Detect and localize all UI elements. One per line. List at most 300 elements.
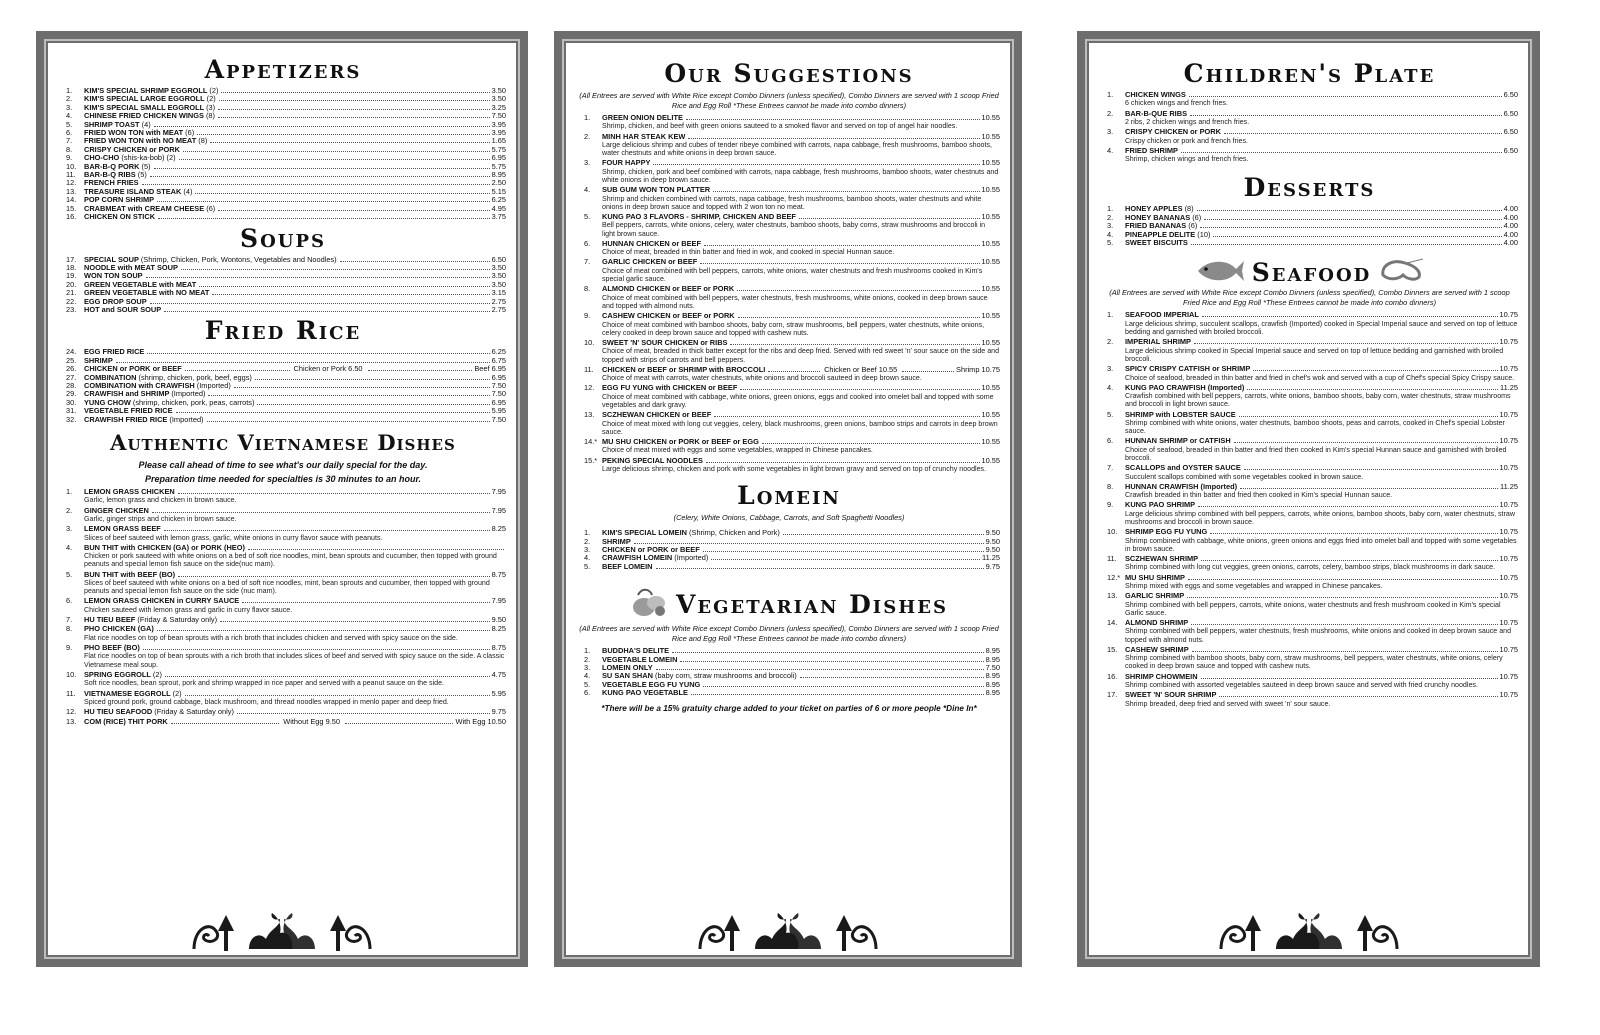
leader-dots [1253,370,1497,371]
item-row [602,258,1000,266]
item-price: 10.55 [981,131,1000,141]
item-price: 11.25 [1500,481,1518,491]
item-price: 4.00 [1503,204,1518,214]
vietnamese-note-2: Preparation time needed for specialties is 30 minutes to an hour. [144,474,422,484]
item-name [84,718,168,726]
item-name-text: KUNG PAO SHRIMP [1125,500,1196,510]
leader-dots [146,277,490,278]
item-name-text: YUNG CHOW [84,397,131,407]
item-number: 12. [66,707,77,717]
item-row [1125,619,1518,627]
item-price: 3.25 [491,102,506,112]
leader-dots [257,404,489,405]
item-number: 6. [66,596,73,606]
item-option-price: Chicken or Pork 6.50 [293,364,363,374]
item-price: 8.75 [491,569,506,579]
item-row [84,571,506,579]
item-price: 3.50 [491,271,506,281]
menu-item [578,114,1000,131]
item-price: 10.75 [1499,500,1518,510]
item-name [1125,528,1207,536]
item-row [84,348,506,356]
item-number: 5. [1107,409,1114,419]
item-number: 3. [1107,127,1114,137]
item-detail: (2) [152,669,162,679]
item-description: Shrimp combined with bamboo shoots, baby corn, straw mushrooms, bell peppers, water chestnuts, white onions, celery cooked in deep brown sauce and topped with cashew nuts. [1125,654,1503,671]
item-description: Flat rice noodles on top of bean sprouts with a rich broth that includes slices of beef and served with spicy sauce on the side. A classic Vietnamese meal soup. [84,652,505,669]
leader-dots [154,168,490,169]
item-description: Choice of meat, breaded in thick batter except for the ribs and deep fried. Served with red sweet 'n' sour sauce on the side and topped with strips of carrots and bell peppers. [602,347,1000,364]
menu-item [578,240,1000,257]
swan-ornament [1085,909,1532,953]
item-name-text: HUNNAN SHRIMP or CATFISH [1125,436,1231,446]
leader-dots [179,159,490,160]
item-detail: (8) [205,111,216,121]
item-detail: (shis-ka-bob) (2) [121,153,176,163]
item-name-text: CRISPY CHICKEN or PORK [84,144,180,154]
item-detail: (4) [183,186,193,196]
leader-dots [653,164,979,165]
leader-dots [212,294,489,295]
item-detail: (2) [172,688,182,698]
item-number: 4. [66,542,73,552]
item-name [1125,646,1189,654]
item-name [84,571,175,579]
item-name-text: BAR-B-Q RIBS [84,170,136,180]
item-price: With Egg 10.50 [455,716,506,726]
item-description: Succulent scallops combined with some vegetables cooked in brown sauce. [1125,472,1364,481]
item-price: 5.75 [491,161,506,171]
item-row [602,656,1000,664]
menu-item [578,411,1000,436]
item-description: Large delicious shrimp combined with bell peppers, carrots, white onions, bamboo shoots, baby corn, water chestnuts, straw mushrooms and broccoli in brown sauce. [1125,509,1515,526]
leader-dots [176,412,490,413]
item-description: Large delicious shrimp cooked in Special Imperial sauce and served on top of lettuce bedding and garnished with broiled broccoli. [1125,346,1504,363]
item-name-text: BUDDHA'S DELITE [602,646,670,656]
leader-dots [340,261,490,262]
menu-item [578,339,1000,364]
item-price: 5.95 [491,406,506,416]
item-description: Garlic, lemon grass and chicken in brown sauce. [84,496,237,505]
item-name [1125,673,1198,681]
item-name-text: FOUR HAPPY [602,158,651,168]
item-name-text: CRAWFISH and SHRIMP [84,389,170,399]
item-number: 4. [66,111,73,121]
item-number: 8. [66,624,73,634]
item-name [84,708,234,716]
item-name-text: GINGER CHICKEN [84,505,149,515]
item-description: Choice of meat combined with bamboo shoots, baby corn, straw mushrooms, bell peppers, water chestnuts, white onions, celery cooked in deep brown sauce and topped with cashew nuts. [602,320,985,337]
item-price: 10.75 [1499,310,1518,320]
item-description: Shrimp combined with cabbage, white onions, green onions and eggs fried into omelet ball and topped with some vegetables in brown sauce. [1125,536,1517,553]
item-name [602,213,796,221]
item-row [1125,147,1518,155]
item-name [602,366,765,374]
item-row [602,213,1000,221]
item-number: 15. [1107,644,1118,654]
vietnamese-heading: Authentic Vietnamese Dishes [110,430,456,455]
menu-item [60,718,506,726]
item-price: 7.50 [985,663,1000,673]
item-row [602,312,1000,320]
menu-item [60,213,506,221]
item-name-text: CRABMEAT with CREAM CHEESE [84,203,205,213]
appetizers-heading: Appetizers [204,55,362,84]
lomein-note: (Celery, White Onions, Cabbage, Carrots, and Soft Spaghetti Noodles) [673,513,905,523]
item-name-text: BAR-B-QUE RIBS [1125,108,1187,118]
item-detail: (2) [209,86,219,95]
item-number: 15. [66,203,77,213]
item-detail: (baby corn, straw mushrooms and broccoli) [654,671,797,681]
leader-dots [656,669,984,670]
menu-item [1101,483,1518,500]
item-name-text: VEGETABLE EGG FU YUNG [602,679,701,689]
leader-dots [185,370,290,371]
item-name-text: ALMOND CHICKEN or BEEF or PORK [602,284,735,294]
item-price: 9.50 [985,544,1000,554]
item-row [602,554,1000,562]
item-price: 10.55 [981,311,1000,321]
item-name-text: CHICKEN ON STICK [84,212,156,222]
item-name-text: SHRIMP [602,536,631,546]
item-name [1125,110,1187,118]
item-number: 8. [1107,481,1114,491]
item-description: Spiced ground pork, ground cabbage, black mushroom, and thread noodles wrapped in menlo paper and deep fried. [84,697,449,706]
item-number: 24. [66,347,77,357]
fish-icon [1194,257,1246,288]
item-number: 5. [584,561,591,571]
item-price: 1.65 [491,136,506,146]
item-detail: (5) [137,170,147,180]
menu-panel-middle [554,31,1022,967]
item-number: 3. [584,663,591,673]
item-row [602,563,1000,571]
leader-dots [220,621,490,622]
item-description: Shrimp breaded, deep fried and served with sweet 'n' sour sauce. [1125,699,1331,708]
item-row [1125,411,1518,419]
item-price: 4.00 [1503,229,1518,239]
leader-dots [1240,488,1498,489]
desserts-heading: Desserts [1243,173,1376,203]
item-number: 4. [1107,145,1114,155]
item-row [84,616,506,624]
item-description: Shrimp combined with bell peppers, carrots, white onions, water chestnuts and fresh mushroom cooked in Kim's special Garlic sauce. [1125,600,1501,617]
leader-dots [714,416,979,417]
item-name [602,285,734,293]
swan-ornament [44,909,520,953]
item-price: 10.55 [981,113,1000,122]
item-price: 6.75 [491,355,506,365]
leader-dots [242,602,489,603]
item-row [1125,91,1518,99]
leader-dots [237,713,490,714]
leader-dots [1219,696,1497,697]
item-row [84,644,506,652]
item-name [1125,411,1236,419]
item-number: 3. [1107,221,1114,231]
item-name-text: COMBINATION with CRAWFISH [84,380,195,390]
item-number: 8. [66,144,73,154]
item-name-text: HONEY BANANAS [1125,212,1191,222]
leader-dots [157,630,490,631]
item-price: 9.75 [985,561,1000,571]
item-description: Shrimp combined with assorted vegetables sauteed in deep brown sauce and served with fried crunchy noodles. [1125,681,1478,690]
leader-dots [1191,244,1502,245]
item-price: 3.50 [491,94,506,104]
item-number: 11. [66,170,76,180]
item-row [602,457,1000,465]
menu-panel-right [1077,31,1540,967]
menu-item [1101,501,1518,526]
item-row [1125,110,1518,118]
item-number: 11. [584,364,594,374]
item-name-text: SUB GUM WON TON PLATTER [602,185,711,195]
item-price: Shrimp 10.75 [956,364,1000,374]
item-number: 17. [66,254,77,264]
leader-dots [738,317,980,318]
item-number: 3. [1107,364,1114,374]
menu-item [1101,437,1518,462]
item-number: 2. [584,536,591,546]
menu-item [578,312,1000,337]
item-number: 7. [584,257,591,267]
menu-item [578,457,1000,474]
item-name [84,416,204,424]
item-description: Choice of seafood, breaded in thin batter and fried then cooked in Kim's special Hunnan sauce and garnished with broiled broccoli. [1125,445,1507,462]
item-row [602,285,1000,293]
item-description: Choice of meat combined with bell peppers, carrots, white onions, water chestnuts and fresh mushrooms cooked in Kim's special garlic sauce. [602,266,983,284]
menu-item [1101,646,1518,671]
item-name-text: LEMON GRASS CHICKEN in CURRY SAUCE [84,596,240,606]
item-price: 9.50 [985,536,1000,546]
item-detail: (8) [1184,204,1194,214]
item-name [1125,592,1184,600]
item-name-text: KUNG PAO CRAWFISH (Imported) [1125,382,1245,392]
item-name-text: GREEN VEGETABLE with NO MEAT [84,288,210,298]
leader-dots [1194,343,1498,344]
menu-item [1101,673,1518,690]
menu-item [1101,128,1518,145]
item-row [84,597,506,605]
menu-item [578,285,1000,310]
item-name-text: FRIED SHRIMP [1125,145,1178,155]
item-price: 10.55 [981,257,1000,267]
item-name-text: GREEN ONION DELITE [602,113,683,122]
item-name [1125,691,1216,699]
desserts-list [1101,205,1518,247]
item-number: 12.* [1107,572,1121,582]
vietnamese-list [60,488,506,726]
item-name-text: KUNG PAO VEGETABLE [602,688,688,698]
item-name-text: FRIED WON TON with MEAT [84,128,184,138]
leader-dots [799,218,980,219]
item-name-text: SWEET 'N' SOUR CHICKEN or RIBS [602,337,728,347]
item-detail: (shrimp, chicken, pork, beef, eggs) [138,372,252,382]
leader-dots [152,512,490,513]
item-description: Shrimp, chicken, and beef with green onions sauteed to a smoked flavor and served on top of angel hair noodles. [602,122,958,131]
item-price: 6.50 [1503,108,1518,118]
item-name-text: GARLIC SHRIMP [1125,591,1185,601]
item-description: Slices of beef sauteed with lemon grass, garlic, white onions in curry flavor sauce with peanuts. [84,533,383,542]
item-price: 8.95 [491,170,506,180]
item-name [84,690,182,698]
item-price: 6.50 [1503,145,1518,155]
item-description: Large delicious shrimp, chicken and pork with some vegetables in light brown gravy and served on top of crunchy noodles. [602,464,987,473]
item-description: Choice of meat mixed with eggs and some vegetables, wrapped in Chinese pancakes. [602,446,873,455]
item-name [602,384,737,392]
item-number: 7. [66,136,73,146]
item-row [1125,555,1518,563]
menu-item [60,571,506,596]
suggestions-heading: Our Suggestions [664,59,914,88]
item-row [602,438,1000,446]
item-name-text: MINH HAR STEAK KEW [602,131,686,141]
item-price: 10.55 [981,455,1000,465]
item-description: 6 chicken wings and french fries. [1125,99,1228,108]
menu-item [1101,574,1518,591]
item-detail: (6) [1188,221,1198,231]
menu-item [1101,147,1518,164]
item-price: 7.95 [491,596,506,606]
leader-dots [688,138,979,139]
leader-dots [1192,651,1498,652]
menu-item [60,616,506,624]
item-name [602,312,735,320]
item-name-text: BAR-B-Q PORK [84,161,140,171]
item-name-text: PHO BEEF (BO) [84,643,140,653]
item-price: 10.75 [1499,337,1518,347]
item-price: 10.75 [1499,553,1518,563]
menu-item [578,366,1000,383]
item-row [84,690,506,698]
item-row [84,708,506,716]
item-name-text: VEGETABLE LOMEIN [602,654,678,664]
menu-item [60,708,506,716]
leader-dots [1200,227,1501,228]
menu-item [1101,619,1518,644]
item-number: 19. [66,271,77,281]
leader-dots [210,142,489,143]
leader-dots [197,134,489,135]
item-number: 2. [1107,212,1114,222]
vegetarian-heading: Vegetarian Dishes [676,589,948,619]
item-name-text: LEMON GRASS CHICKEN [84,487,175,496]
menu-item [1101,464,1518,481]
leader-dots [218,109,489,110]
item-name [602,114,683,122]
item-number: 6. [1107,436,1114,446]
item-name-text: PINEAPPLE DELITE [1125,229,1196,239]
item-price: 10.75 [1499,527,1518,537]
menu-item [1101,691,1518,708]
suggestions-list [578,114,1000,473]
item-name-text: COM (RICE) THIT PORK [84,716,168,726]
item-price: 7.50 [491,389,506,399]
item-price: Beef 6.95 [474,364,506,374]
item-name [84,507,149,515]
leader-dots [634,543,984,544]
item-price: 4.00 [1503,238,1518,248]
leader-dots [142,184,490,185]
item-name-text: CRAWFISH LOMEIN [602,553,673,563]
item-row [1125,311,1518,319]
item-description: Choice of meat combined with cabbage, white onions, green onions, eggs and cooked into omelet ball and topped with some vegetables and dark gravy. [602,392,994,409]
leader-dots [178,576,489,577]
leader-dots [147,353,489,354]
item-price: 10.55 [981,436,1000,446]
item-price: 7.50 [491,111,506,121]
item-row [84,213,506,221]
item-price: 10.75 [1499,618,1518,628]
item-description: Garlic, ginger strips and chicken in brown sauce. [84,515,237,524]
item-number: 16. [1107,671,1118,681]
item-number: 9. [584,311,591,321]
item-name-text: SHRIMP with LOBSTER SAUCE [1125,409,1236,419]
item-name [602,411,711,419]
item-number: 8. [584,284,591,294]
vegetarian-list [578,647,1000,697]
item-row [84,671,506,679]
leader-dots [740,389,979,390]
item-description: Shrimp mixed with eggs and some vegetables and wrapped in Chinese pancakes. [1125,582,1383,590]
item-name-text: CRISPY CHICKEN or PORK [1125,127,1221,137]
item-name-text: FRIED WON TON with NO MEAT [84,136,197,146]
item-price: 9.50 [491,615,506,625]
item-row [1125,592,1518,600]
item-number: 9. [1107,500,1114,510]
item-description: Choice of meat, breaded in thin batter and fried in wok, and cooked in special Hunnan sauce. [602,248,895,257]
item-description: Chicken or pork sauteed with white onions on a bed of soft rice noodles, mint, bean sprouts and cucumber, then topped with ground peanuts and special lemon fish sauce on the side(nuc mam). [84,552,497,569]
item-name [84,213,155,221]
item-price: 10.55 [981,410,1000,420]
item-name-text: FRIED BANANAS [1125,221,1187,231]
seafood-note: (All Entrees are served with White Rice except Combo Dinners (unless specified), Combo Dinners are served with 1 scoop Fried Rice and Egg Roll *These Entrees cannot be made into combo dinners) [1109,288,1510,308]
menu-item [60,644,506,669]
item-name-text: BUN THIT with BEEF (BO) [84,569,176,579]
item-number: 12. [66,178,77,188]
item-name [602,339,727,347]
item-number: 7. [66,615,73,625]
leader-dots [902,371,954,372]
item-number: 10. [1107,527,1118,537]
item-name-text: KUNG PAO 3 FLAVORS - SHRIMP, CHICKEN AND BEEF [602,212,796,222]
item-price: 10.55 [981,158,1000,168]
leader-dots [691,694,984,695]
item-name-text: SPRING EGGROLL [84,669,151,679]
item-description: Bell peppers, carrots, white onions, celery, water chestnuts, bamboo shoots, baby corns, straw mushrooms and broccoli in light brown sauce. [602,221,986,238]
leader-dots [680,661,983,662]
item-price: 3.50 [491,279,506,289]
item-price: 11.25 [982,553,1000,563]
item-name [1125,147,1178,155]
item-number: 11. [66,688,76,698]
leader-dots [1187,597,1497,598]
item-row [602,689,1000,697]
leader-dots [208,395,489,396]
menu-item [1101,411,1518,436]
item-row [602,366,1000,374]
leader-dots [157,201,490,202]
item-price: 10.75 [1499,436,1518,446]
item-number: 10. [584,337,595,347]
lomein-list [578,529,1000,571]
item-description: Large delicious shrimp and cubes of tender ribeye combined with carrots, napa cabbage, fresh mushrooms, bamboo shoots, water chestnuts and white onions in deep brown sauce. [602,141,992,158]
item-row [1125,365,1518,373]
item-description: Crispy chicken or pork and french fries. [1125,136,1249,145]
item-row [1125,128,1518,136]
vegetables-icon [630,585,670,624]
item-name-text: SHRIMP CHOWMEIN [1125,671,1198,681]
